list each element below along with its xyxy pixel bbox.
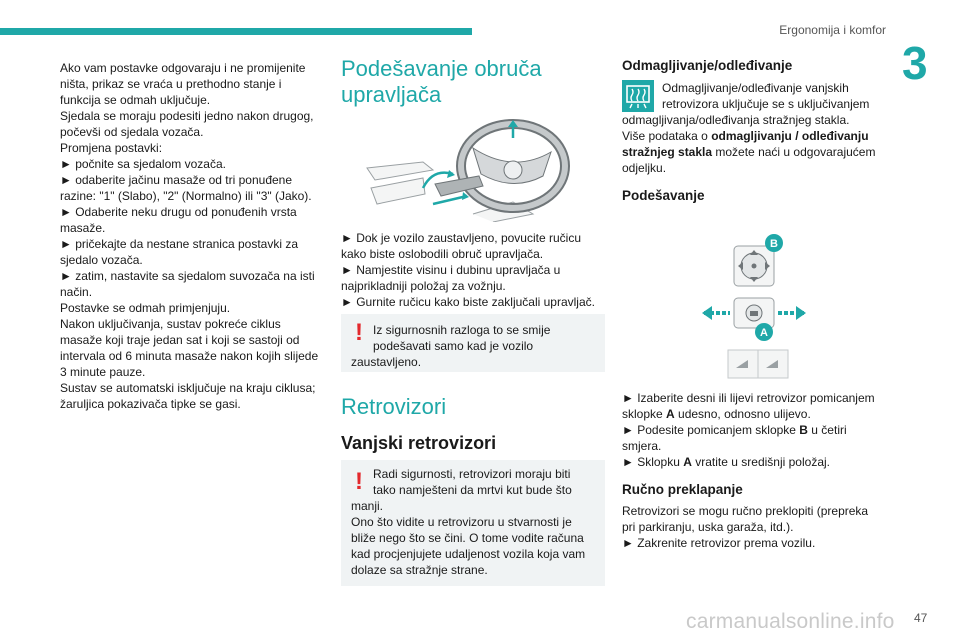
heading-defog: Odmagljivanje/odleđivanje bbox=[622, 58, 793, 73]
line: Sustav se automatski isključuje na kraju ciklusa; bbox=[60, 381, 316, 395]
heading-adjust: Podešavanje bbox=[622, 188, 705, 203]
step-line: kako biste oslobodili obruč upravljača. bbox=[341, 247, 544, 261]
text-run: ► Podesite pomicanjem sklopke bbox=[622, 423, 800, 437]
warning-box-steering bbox=[341, 314, 605, 372]
fold-line: ► Zakrenite retrovizor prema vozilu. bbox=[622, 536, 816, 550]
fold-text bbox=[622, 503, 884, 551]
text-run: vratite u središnji položaj. bbox=[691, 455, 830, 469]
step-line: ► Gurnite ručicu kako biste zaključali upravljač. bbox=[341, 295, 595, 309]
text-run-bold: B bbox=[799, 423, 808, 437]
adjust-line bbox=[622, 406, 884, 422]
line: razine: "1" (Slabo), "2" (Normalno) ili "3" (Jako). bbox=[60, 189, 312, 203]
warning-line: dolaze sa stražnje strane. bbox=[351, 563, 488, 577]
adjust-line bbox=[622, 422, 884, 438]
line: Ako vam postavke odgovaraju i ne promijenite bbox=[60, 61, 306, 75]
line: ► zatim, nastavite sa sjedalom suvozača na isti bbox=[60, 269, 315, 283]
section-title-steering bbox=[341, 56, 605, 108]
defog-line: odjeljku. bbox=[622, 161, 667, 175]
line: žaruljica pokazivača tipke se gasi. bbox=[60, 397, 241, 411]
header-accent-bar bbox=[0, 28, 472, 35]
text-run-bold: A bbox=[666, 407, 675, 421]
defog-line: retrovizora uključuje se s uključivanjem bbox=[662, 97, 870, 111]
heading-manual-fold: Ručno preklapanje bbox=[622, 482, 743, 497]
text-run: Više podataka o bbox=[622, 129, 712, 143]
adjust-steps bbox=[622, 390, 884, 470]
text-run-bold: stražnjeg stakla bbox=[622, 145, 713, 159]
defog-line bbox=[622, 144, 884, 160]
line: ► odaberite jačinu masaže od tri ponuđene bbox=[60, 173, 293, 187]
steering-steps bbox=[341, 230, 605, 310]
title-line: upravljača bbox=[341, 82, 442, 107]
warning-line: kad procjenjujete udaljenost vozila koja vam bbox=[351, 547, 586, 561]
page-number: 47 bbox=[914, 611, 928, 625]
line: način. bbox=[60, 285, 93, 299]
defog-line: odmagljivanja/odleđivanja stražnjeg stakla. bbox=[622, 113, 850, 127]
text-run: u četiri bbox=[807, 423, 847, 437]
warning-line: Iz sigurnosnih razloga to se smije bbox=[373, 323, 551, 337]
defog-line bbox=[622, 128, 884, 144]
line: ► pričekajte da nestane stranica postavki za bbox=[60, 237, 299, 251]
steering-wheel-illustration bbox=[363, 118, 585, 222]
subsection-title-exterior-mirrors: Vanjski retrovizori bbox=[341, 433, 497, 453]
line: Postavke se odmah primjenjuju. bbox=[60, 301, 231, 315]
line: 3 minute pauze. bbox=[60, 365, 146, 379]
chapter-title: Ergonomija i komfor bbox=[779, 23, 886, 37]
section-title-mirrors: Retrovizori bbox=[341, 394, 447, 419]
line: funkcija se odmah uključuje. bbox=[60, 93, 211, 107]
warning-line: podešavati samo kad je vozilo bbox=[373, 339, 534, 353]
warning-box-mirrors bbox=[341, 460, 605, 586]
defog-line: Odmagljivanje/odleđivanje vanjskih bbox=[662, 81, 849, 95]
text-run: sklopke bbox=[622, 407, 667, 421]
label-a: A bbox=[760, 327, 768, 339]
adjust-line bbox=[622, 454, 884, 470]
defog-text bbox=[622, 80, 884, 176]
column-massage-settings bbox=[60, 60, 322, 412]
line: masaže koji traje jedan sat i koji se sastoji od bbox=[60, 333, 300, 347]
step-line: ► Dok je vozilo zaustavljeno, povucite ručicu bbox=[341, 231, 581, 245]
line: ništa, prikaz se vraća u prethodno stanje i bbox=[60, 77, 282, 91]
fold-line: pri parkiranju, uska garaža, itd.). bbox=[622, 520, 794, 534]
warning-line: bliže nego što se čini. O tome vodite računa bbox=[351, 531, 584, 545]
line: Sjedala se moraju podesiti jedno nakon drugog, bbox=[60, 109, 314, 123]
line: sjedalo vozača. bbox=[60, 253, 143, 267]
warning-exclamation-icon: ! bbox=[355, 319, 363, 346]
line: Nakon uključivanja, sustav pokreće ciklus bbox=[60, 317, 281, 331]
title-line: Podešavanje obruča bbox=[341, 56, 542, 81]
warning-line: manji. bbox=[351, 499, 384, 513]
text-run: udesno, odnosno ulijevo. bbox=[674, 407, 811, 421]
warning-line: Ono što vidite u retrovizoru u stvarnosti je bbox=[351, 515, 572, 529]
step-line: ► Namjestite visinu i dubinu upravljača u bbox=[341, 263, 561, 277]
line: masaže. bbox=[60, 221, 106, 235]
text-run-bold: odmagljivanju / odleđivanju bbox=[711, 129, 869, 143]
line: ► Odaberite neku drugu od ponuđenih vrsta bbox=[60, 205, 297, 219]
footer-watermark: carmanualsonline.info bbox=[686, 610, 895, 633]
line: intervala od 6 minuta masaže nakon kojih slijede bbox=[60, 349, 319, 363]
chapter-number: 3 bbox=[902, 37, 928, 89]
line: počevši od sjedala vozača. bbox=[60, 125, 204, 139]
fold-line: Retrovizori se mogu ručno preklopiti (prepreka bbox=[622, 504, 869, 518]
label-b: B bbox=[770, 238, 778, 250]
line: Promjena postavki: bbox=[60, 141, 163, 155]
adjust-line: ► Izaberite desni ili lijevi retrovizor pomicanjem bbox=[622, 391, 875, 405]
warning-line: Radi sigurnosti, retrovizori moraju biti bbox=[373, 467, 571, 481]
text-run: ► Sklopku bbox=[622, 455, 684, 469]
step-line: najprikladniji položaj za vožnju. bbox=[341, 279, 506, 293]
warning-line: tako namješteni da mrtvi kut bude što bbox=[373, 483, 572, 497]
text-run: možete naći u odgovarajućem bbox=[712, 145, 876, 159]
adjust-line: smjera. bbox=[622, 439, 662, 453]
warning-line: zaustavljeno. bbox=[351, 355, 422, 369]
mirror-control-diagram bbox=[702, 232, 814, 380]
text-run-bold: A bbox=[683, 455, 692, 469]
line: ► počnite sa sjedalom vozača. bbox=[60, 157, 226, 171]
warning-exclamation-icon: ! bbox=[355, 468, 363, 495]
